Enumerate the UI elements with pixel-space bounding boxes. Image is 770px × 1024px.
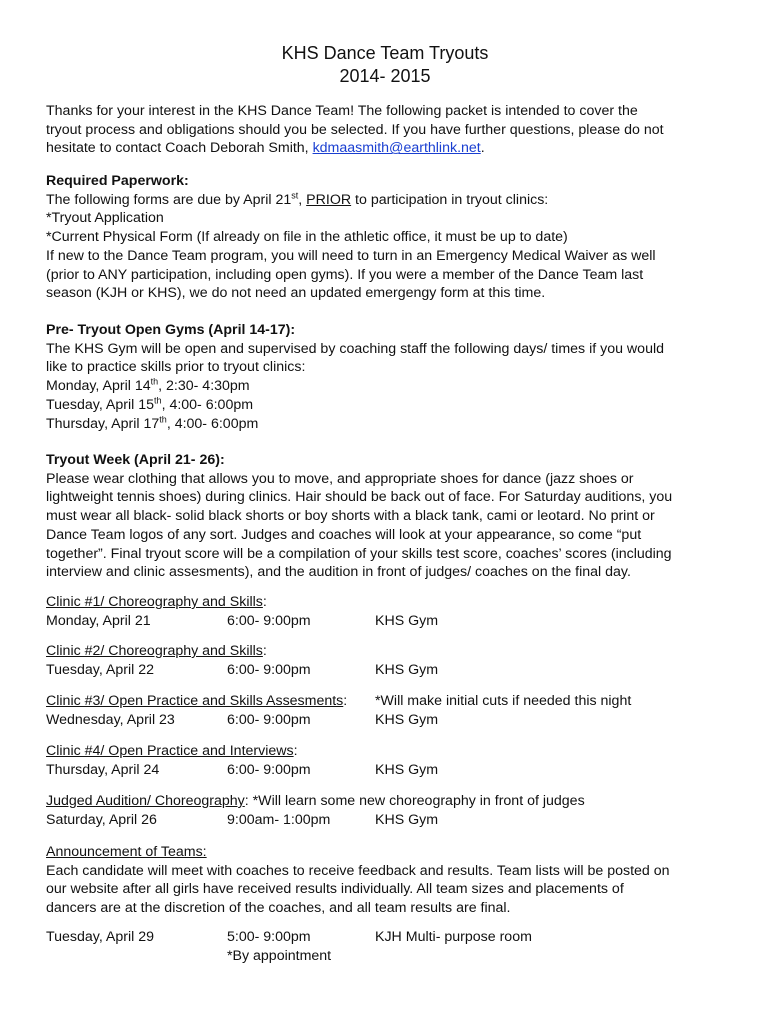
paperwork-heading: Required Paperwork: <box>46 173 189 189</box>
clinic-title-suffix: : <box>262 594 267 610</box>
paperwork-line <box>46 191 726 210</box>
clinic-place: KHS Gym <box>375 762 439 778</box>
clinic-title: Clinic #2/ Choreography and Skills <box>46 643 263 659</box>
announcement-line: our website after all girls have received results individually. All team sizes and placements of <box>46 881 624 898</box>
clinic-place: KHS Gym <box>375 812 439 828</box>
announcement-line: dancers are at the discretion of the coaches, and all team results are final. <box>46 900 511 917</box>
clinic-day: Tuesday, April 22 <box>46 662 155 678</box>
clinic-title-wrap <box>46 743 298 759</box>
open-gym-day <box>46 415 726 434</box>
clinic-time: 6:00- 9:00pm <box>227 762 311 778</box>
tryout-week-line: Please wear clothing that allows you to move, and appropriate shoes for dance (jazz shoes or <box>46 470 634 487</box>
clinic-title: Clinic #3/ Open Practice and Skills Assesments <box>46 693 344 709</box>
ordinal-suffix: st <box>291 189 299 200</box>
clinic-time: 6:00- 9:00pm <box>227 712 311 728</box>
page-title: KHS Dance Team Tryouts <box>281 43 489 63</box>
clinic-time: 6:00- 9:00pm <box>227 613 311 629</box>
clinic-title-suffix: : *Will learn some new choreography in front of judges <box>244 793 585 809</box>
open-gym-day-text: Thursday, April 17 <box>46 415 160 432</box>
coach-email-link[interactable]: kdmaasmith@earthlink.net <box>312 140 481 157</box>
announcement-line: Each candidate will meet with coaches to receive feedback and results. Team lists will be posted on <box>46 862 670 879</box>
clinic-title: Judged Audition/ Choreography <box>46 793 245 809</box>
clinic-time: 9:00am- 1:00pm <box>227 812 331 828</box>
clinic-title-wrap <box>46 594 267 610</box>
announcement-schedule-row <box>46 929 726 948</box>
clinic-place: KHS Gym <box>375 712 439 728</box>
clinic-title-wrap <box>46 793 585 809</box>
clinic-schedule-row <box>46 712 726 731</box>
paperwork-text: The following forms are due by April 21 <box>46 191 292 208</box>
tryout-week-heading: Tryout Week (April 21- 26): <box>46 452 225 468</box>
clinic-schedule-row <box>46 662 726 681</box>
tryout-week-line: interview and clinic assesments), and the audition in front of judges/ coaches on the final day. <box>46 564 631 581</box>
appointment-note: *By appointment <box>227 948 332 964</box>
intro-line: Thanks for your interest in the KHS Dance Team! The following packet is intended to cover the <box>46 103 638 119</box>
paperwork-line: *Current Physical Form (If already on file in the athletic office, it must be up to date) <box>46 229 568 246</box>
ordinal-suffix: th <box>150 376 159 387</box>
clinic-schedule-row <box>46 613 726 632</box>
intro-line-text: hesitate to contact Coach Deborah Smith, <box>46 140 313 157</box>
clinic-day: Monday, April 21 <box>46 613 151 629</box>
clinic-title-row <box>46 743 726 762</box>
clinic-place: KHS Gym <box>375 613 439 629</box>
announcement-time: 5:00- 9:00pm <box>227 929 311 945</box>
ordinal-suffix: th <box>154 395 162 406</box>
paperwork-line: season (KJH or KHS), we do not need an updated emergengy form at this time. <box>46 285 546 302</box>
paperwork-text: , <box>298 191 307 208</box>
open-gym-day-text: Monday, April 14 <box>46 378 151 395</box>
announcement-note-row <box>46 948 726 967</box>
clinic-title: Clinic #4/ Open Practice and Interviews <box>46 743 294 759</box>
intro-line <box>46 139 726 158</box>
ordinal-suffix: th <box>159 413 167 424</box>
open-gym-time: , 2:30- 4:30pm <box>158 378 250 395</box>
clinic-place: KHS Gym <box>375 662 439 678</box>
tryout-week-section <box>46 451 726 582</box>
open-gym-time: , 4:00- 6:00pm <box>161 396 254 413</box>
open-gym-day <box>46 396 726 415</box>
clinic-title-wrap <box>46 643 267 659</box>
clinic-day: Wednesday, April 23 <box>46 712 175 728</box>
paperwork-text: to participation in tryout clinics: <box>351 191 549 208</box>
open-gyms-line: The KHS Gym will be open and supervised by coaching staff the following days/ times if you would <box>46 340 665 357</box>
intro-line: tryout process and obligations should you be selected. If you have further questions, please do not <box>46 121 664 138</box>
clinic-schedule-row <box>46 812 726 831</box>
paperwork-line: (prior to ANY participation, including open gyms). If you were a member of the Dance Team last <box>46 266 644 283</box>
open-gyms-line: like to practice skills prior to tryout clinics: <box>46 359 306 376</box>
tryout-week-line: Dance Team logos of any sort. Judges and coaches will look at your appearance, so come “put <box>46 526 642 543</box>
tryout-week-line: lightweight tennis shoes) during clinics. Hair should be back out of face. For Saturday auditions, you <box>46 489 673 506</box>
tryout-week-line: must wear all black- solid black shorts or boy shorts with a black tank, cami or leotard. No print or <box>46 508 655 525</box>
clinic-note: *Will make initial cuts if needed this night <box>375 693 632 709</box>
intro-paragraph <box>46 102 726 158</box>
paperwork-line: *Tryout Application <box>46 210 164 227</box>
clinic-title-suffix: : <box>262 643 267 659</box>
clinic-time: 6:00- 9:00pm <box>227 662 311 678</box>
clinic-title-suffix: : <box>343 693 348 709</box>
clinic-title-row <box>46 643 726 662</box>
clinic-title-row <box>46 793 726 812</box>
open-gym-day <box>46 377 726 396</box>
clinic-schedule-row <box>46 762 726 781</box>
announcement-heading: Announcement of Teams: <box>46 844 207 860</box>
tryout-week-line: together”. Final tryout score will be a compilation of your skills test score, coaches’ scores (including <box>46 545 672 562</box>
announcement-day: Tuesday, April 29 <box>46 929 155 945</box>
prior-emphasis: PRIOR <box>306 191 352 208</box>
announcement-place: KJH Multi- purpose room <box>375 929 532 945</box>
announcement-section <box>46 843 726 918</box>
open-gyms-heading: Pre- Tryout Open Gyms (April 14-17): <box>46 322 296 338</box>
intro-line-end: . <box>480 140 485 157</box>
clinic-day: Saturday, April 26 <box>46 812 157 828</box>
open-gym-time: , 4:00- 6:00pm <box>166 415 259 432</box>
open-gyms-section <box>46 321 726 433</box>
clinic-title-suffix: : <box>293 743 298 759</box>
page-subtitle-year: 2014- 2015 <box>339 66 431 86</box>
clinic-title-row <box>46 594 726 613</box>
clinic-title: Clinic #1/ Choreography and Skills <box>46 594 263 610</box>
open-gym-day-text: Tuesday, April 15 <box>46 396 155 413</box>
paperwork-line: If new to the Dance Team program, you will need to turn in an Emergency Medical Waiver as well <box>46 247 656 264</box>
clinic-title-wrap <box>46 693 347 709</box>
clinic-day: Thursday, April 24 <box>46 762 160 778</box>
paperwork-section <box>46 172 726 303</box>
clinic-title-row <box>46 693 726 712</box>
